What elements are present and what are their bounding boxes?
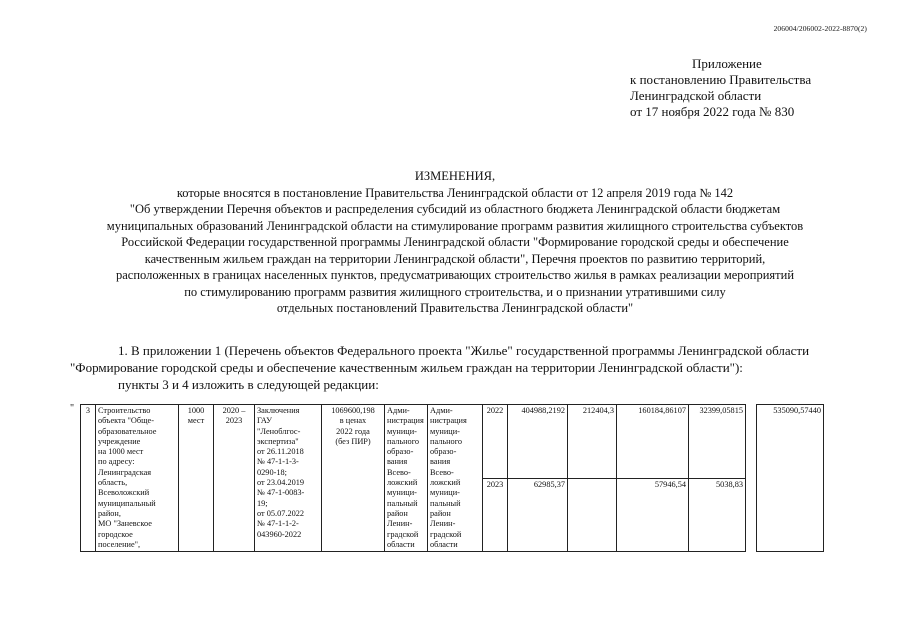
document-number: 206004/206002-2022-8870(2) xyxy=(773,24,867,33)
regional-funding: 57946,54 xyxy=(617,478,689,552)
expertise-conclusion: Заключения ГАУ "Леноблгос- экспертиза" от 26.11.2018 № 47-1-1-3- 0290-18; от 23.04.2019 № 47-1-0083- 19; от 05.07.2022 № 47-1-1-2- 043960-2022 xyxy=(255,405,322,552)
changes-title xyxy=(60,168,850,317)
federal-funding xyxy=(568,478,617,552)
title-line: отдельных постановлений Правительства Ленинградской области" xyxy=(276,301,634,315)
year-cell: 2023 xyxy=(483,478,508,552)
local-funding: 32399,05815 xyxy=(689,405,746,479)
title-line: расположенных в границах населенных пунктов, предусматривающих строительство жилья в рамках реализации мероприятий xyxy=(115,268,795,282)
remaining-cost: 535090,57440 xyxy=(757,405,824,552)
federal-funding: 212404,3 xyxy=(568,405,617,479)
point-line: "Формирование городской среды и обеспечение качественным жильем граждан на территории Ленинградской области"): xyxy=(70,360,743,375)
title-line: Российской Федерации государственной программы Ленинградской области "Формирование городской среды и обеспечение xyxy=(121,235,789,249)
point-line: 1. В приложении 1 (Перечень объектов Федерального проекта "Жилье" государственной программы Ленинградской области xyxy=(118,343,810,358)
row-number: 3 xyxy=(81,405,96,552)
point-one xyxy=(70,342,870,393)
objects-table xyxy=(80,404,824,552)
year-cell: 2022 xyxy=(483,405,508,479)
appendix-header xyxy=(630,56,811,120)
object-capacity: 1000 мест xyxy=(179,405,214,552)
object-name: Строительство объекта "Обще- образовательное учреждение на 1000 мест по адресу: Ленинградская область, Всеволожский муниципальный район, МО "Заневское городское поселение", xyxy=(96,405,179,552)
title-line: которые вносятся в постановление Правительства Ленинградской области от 12 апреля 2019 года № 142 xyxy=(176,185,734,200)
title-heading: ИЗМЕНЕНИЯ, xyxy=(414,169,496,183)
regional-funding: 160184,86107 xyxy=(617,405,689,479)
developer: Адми- нистрация муници- пального образо- вания Всево- ложский муници- пальный район Ленин- градской области xyxy=(428,405,483,552)
customer: Адми- нистрация муници- пального образо- вания Всево- ложский муници- пальный район Ленин- градской области xyxy=(385,405,428,552)
title-line: "Об утверждении Перечня объектов и распределения субсидий из областного бюджета Ленинградской области бюджетам xyxy=(129,202,781,216)
appendix-line: от 17 ноября 2022 года № 830 xyxy=(630,104,795,119)
appendix-line: к постановлению Правительства xyxy=(630,72,812,87)
title-line: качественным жильем граждан на территории Ленинградской области", Перечня проектов по развитию территорий, xyxy=(144,251,766,266)
estimated-cost: 1069600,198 в ценах 2022 года (без ПИР) xyxy=(322,405,385,552)
construction-period: 2020 – 2023 xyxy=(214,405,255,552)
total-funding: 62985,37 xyxy=(508,478,568,552)
appendix-line: Ленинградской области xyxy=(630,88,762,103)
point-line: пункты 3 и 4 изложить в следующей редакции: xyxy=(118,377,379,392)
local-funding: 5038,83 xyxy=(689,478,746,552)
open-quote: " xyxy=(70,403,75,414)
appendix-line: Приложение xyxy=(692,56,762,71)
column-gap xyxy=(746,405,757,552)
table-row xyxy=(81,405,824,479)
total-funding: 404988,2192 xyxy=(508,405,568,479)
title-line: муниципальных образований Ленинградской области на стимулирование программ развития жилищного строительства субъектов xyxy=(106,218,804,233)
title-line: по стимулированию программ развития жилищного строительства, и о признании утратившими силу xyxy=(184,284,726,299)
